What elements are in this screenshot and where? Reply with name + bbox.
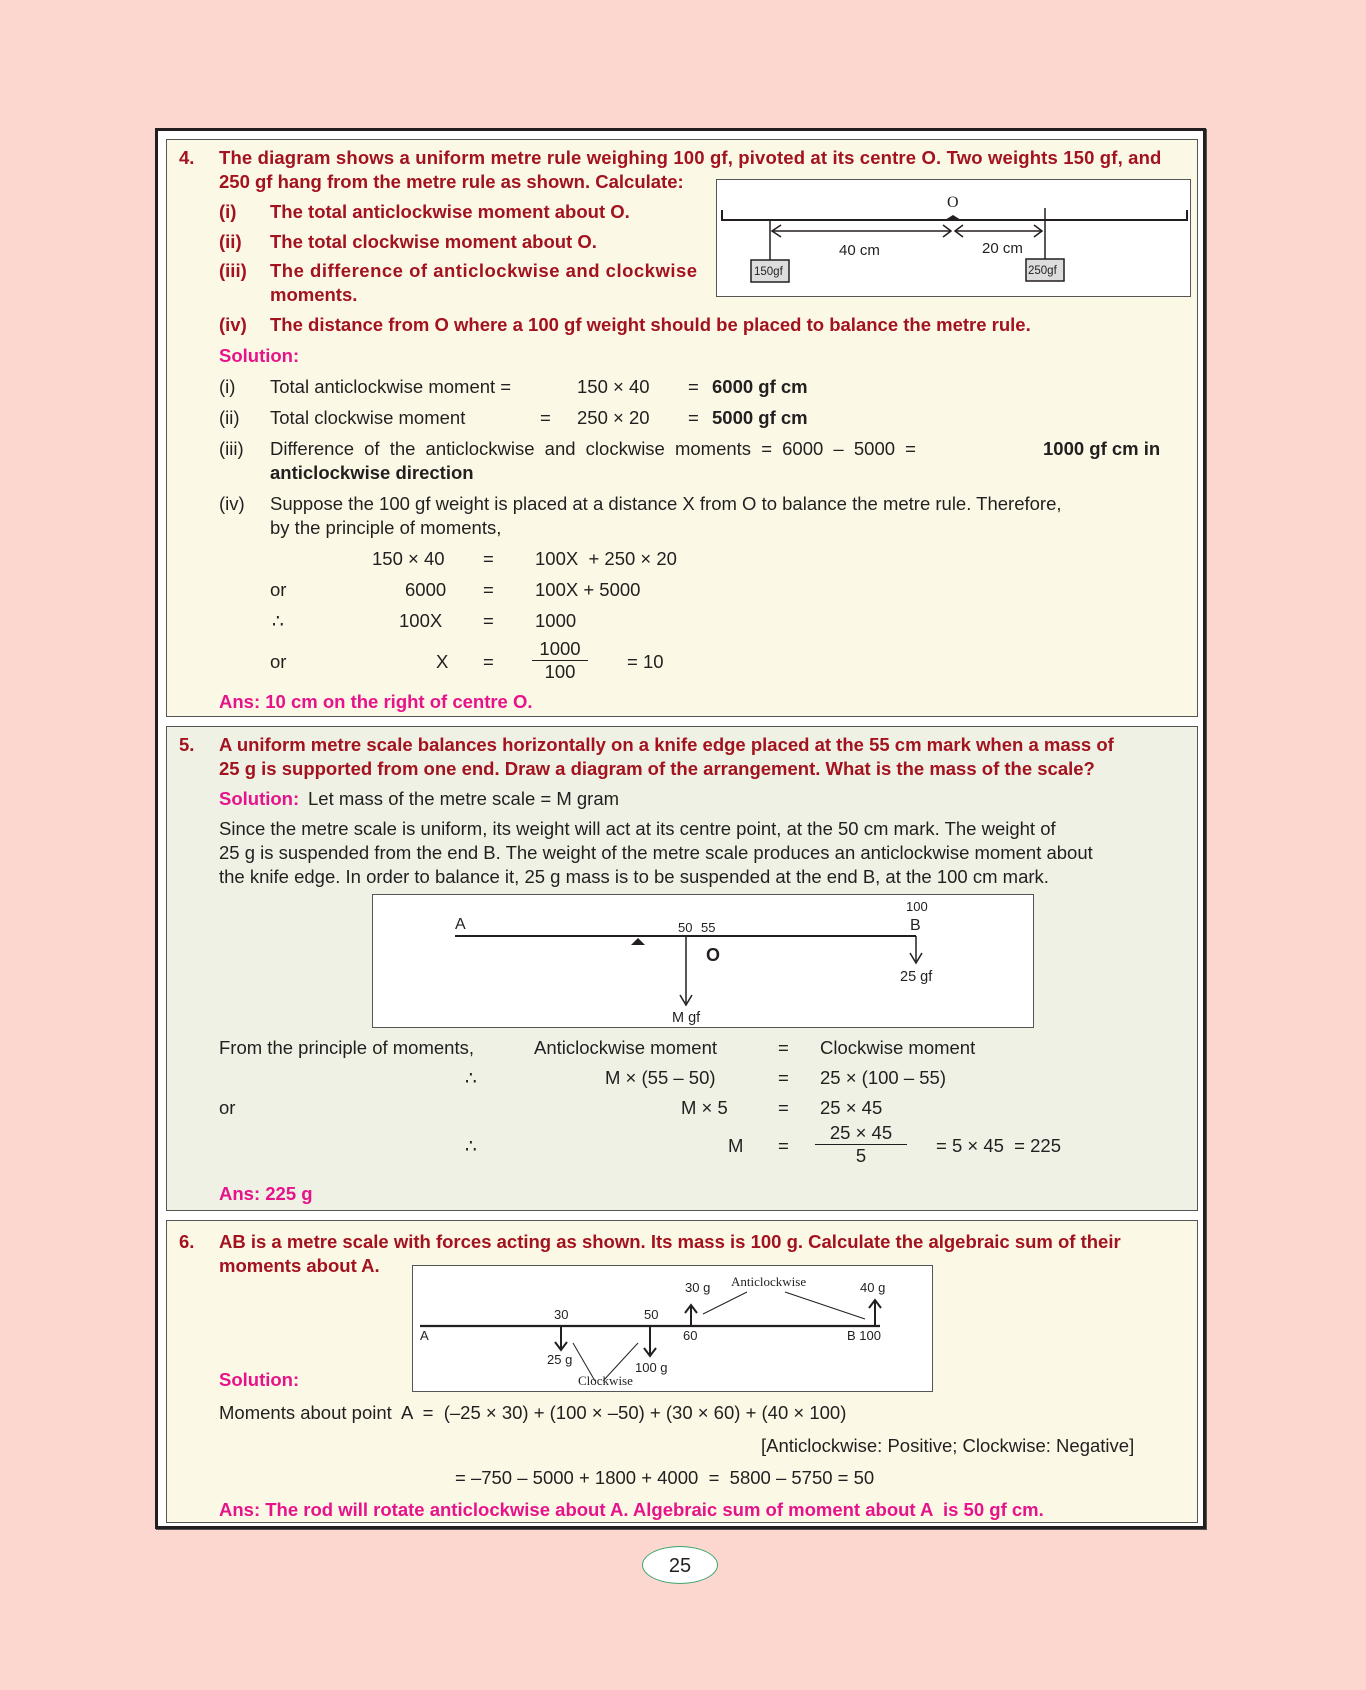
q4-eq-row2-eq: =	[483, 579, 494, 600]
q4-pivot-label: O	[947, 194, 959, 211]
q4-part-iii-text: The difference of anticlockwise and clockwise	[270, 260, 698, 281]
q5-number: 5.	[179, 734, 195, 755]
q4-sol-ii-eq: =	[688, 407, 699, 428]
q5-load-b-label: 25 gf	[900, 969, 933, 985]
page-number: 25	[642, 1546, 718, 1584]
q4-part-i-label: (i)	[219, 201, 237, 222]
q4-text-line1: The diagram shows a uniform metre rule weighing 100 gf, pivoted at its centre O. Two weights 150 gf, and	[219, 147, 1162, 168]
q4-sol-iii-result: 1000 gf cm in	[1043, 438, 1161, 459]
q4-sol-i-eq: =	[688, 376, 699, 397]
q4-eq-row2-pre: or	[270, 579, 287, 600]
q4-part-ii-text: The total clockwise moment about O.	[270, 231, 597, 252]
q4-left-distance: 40 cm	[839, 242, 880, 259]
q6-force-25g: 25 g	[547, 1352, 573, 1367]
q6-end-b-label: B 100	[847, 1328, 881, 1343]
q5-solution-text: Let mass of the metre scale = M gram	[308, 788, 620, 809]
q4-sol-i-calc: 150 × 40	[577, 376, 650, 397]
q4-part-iii-text2: moments.	[270, 284, 358, 305]
q4-sol-ii-result: 5000 gf cm	[712, 407, 808, 428]
q5-eq-r4-pre: ∴	[465, 1135, 477, 1156]
q5-mark-50: 50	[678, 920, 693, 935]
q4-part-i-text: The total anticlockwise moment about O.	[270, 201, 630, 222]
q6-end-a-label: A	[420, 1328, 429, 1343]
q6-sign-convention: [Anticlockwise: Positive; Clockwise: Negative]	[761, 1435, 1135, 1456]
q5-pivot-label: O	[706, 945, 721, 965]
q4-eq-row1-lhs: 150 × 40	[372, 548, 445, 569]
q4-right-weight: 250gf	[1028, 265, 1057, 277]
q6-force-100g: 100 g	[635, 1360, 668, 1375]
q4-solution-label: Solution:	[219, 345, 300, 366]
q5-answer: Ans: 225 g	[219, 1183, 313, 1204]
q5-end-a-label: A	[455, 916, 466, 933]
q5-mark-100: 100	[906, 899, 928, 914]
q4-sol-iii-text: Difference of the anticlockwise and clockwise moments = 6000 – 5000 =	[270, 438, 916, 459]
q5-eq-r3-pre: or	[219, 1097, 236, 1118]
q6-text-line2: moments about A.	[219, 1255, 380, 1276]
q6-forces-diagram	[412, 1265, 933, 1392]
q5-eq-r2-rhs: 25 × (100 – 55)	[820, 1067, 946, 1088]
q4-part-iv-label: (iv)	[219, 314, 247, 335]
q5-fraction-denominator: 5	[855, 1145, 867, 1166]
q6-mark-30: 30	[554, 1307, 569, 1322]
q6-number: 6.	[179, 1231, 195, 1252]
q5-para-line3: the knife edge. In order to balance it, 25 g mass is to be suspended at the end B, at the 100 cm mark.	[219, 866, 1049, 887]
q4-fraction-denominator: 100	[544, 661, 576, 682]
q4-sol-ii-calc: 250 × 20	[577, 407, 650, 428]
q4-sol-i-label: (i)	[219, 376, 236, 397]
q5-eq-r3-rhs: 25 × 45	[820, 1097, 883, 1118]
q4-eq-row3-eq: =	[483, 610, 494, 631]
q4-sol-ii-eq1: =	[540, 407, 551, 428]
q5-load-m-label: M gf	[672, 1010, 701, 1026]
q4-eq-row4-eq: =	[483, 651, 494, 672]
q6-force-30g: 30 g	[685, 1280, 711, 1295]
q4-left-weight: 150gf	[754, 266, 783, 278]
q6-mark-50: 50	[644, 1307, 659, 1322]
metre-scale-drawing	[373, 895, 1035, 1029]
q5-eq-r1-rhs: Clockwise moment	[820, 1037, 976, 1058]
q4-eq-row2-rhs: 100X + 5000	[535, 579, 641, 600]
q4-eq-row1-eq: =	[483, 548, 494, 569]
q5-para-line1: Since the metre scale is uniform, its weight will act at its centre point, at the 50 cm mark. The weight of	[219, 818, 1056, 839]
q5-text-line1: A uniform metre scale balances horizontally on a knife edge placed at the 55 cm mark when a mass of	[219, 734, 1114, 755]
q4-sol-i-result: 6000 gf cm	[712, 376, 808, 397]
q4-eq-row4-tail: = 10	[627, 651, 664, 672]
q5-eq-r4-eq: =	[778, 1135, 789, 1156]
q4-eq-row3-rhs: 1000	[535, 610, 577, 631]
q5-end-b-label: B	[910, 917, 921, 934]
q5-text-line2: 25 g is supported from one end. Draw a diagram of the arrangement. What is the mass of the scale?	[219, 758, 1095, 779]
q4-sol-iv-text2: by the principle of moments,	[270, 517, 502, 538]
q4-eq-row4-pre: or	[270, 651, 287, 672]
q5-metre-scale-diagram	[372, 894, 1034, 1028]
q6-mark-60: 60	[683, 1328, 698, 1343]
q5-fraction	[815, 1122, 907, 1167]
q5-eq-r2-lhs: M × (55 – 50)	[605, 1067, 716, 1088]
q5-eq-r2-pre: ∴	[465, 1067, 477, 1088]
q5-fraction-numerator: 25 × 45	[815, 1122, 907, 1145]
q5-eq-r4-tail: = 5 × 45 = 225	[936, 1135, 1061, 1156]
q6-solution-label: Solution:	[219, 1369, 300, 1390]
q6-calculation: = –750 – 5000 + 1800 + 4000 = 5800 – 5750 = 50	[455, 1467, 875, 1488]
q4-right-distance: 20 cm	[982, 240, 1023, 257]
q5-eq-r1-eq: =	[778, 1037, 789, 1058]
q5-eq-r1-pre: From the principle of moments,	[219, 1037, 474, 1058]
q4-fraction	[532, 638, 588, 683]
q4-part-iii-label: (iii)	[219, 260, 247, 281]
q4-sol-iv-label: (iv)	[219, 493, 245, 514]
q5-eq-r4-lhs: M	[728, 1135, 744, 1156]
q4-metre-rule-diagram	[716, 179, 1191, 297]
q4-sol-ii-label: (ii)	[219, 407, 240, 428]
q5-para-line2: 25 g is suspended from the end B. The weight of the metre scale produces an anticlockwise moment about	[219, 842, 1093, 863]
q4-eq-row4-lhs: X	[436, 651, 449, 672]
q4-eq-row3-pre: ∴	[272, 610, 284, 631]
q5-eq-r1-lhs: Anticlockwise moment	[534, 1037, 718, 1058]
q6-answer: Ans: The rod will rotate anticlockwise about A. Algebraic sum of moment about A is 50 gf cm.	[219, 1499, 1044, 1520]
q6-text-line1: AB is a metre scale with forces acting as shown. Its mass is 100 g. Calculate the algebraic sum of their	[219, 1231, 1121, 1252]
q4-part-ii-label: (ii)	[219, 231, 242, 252]
q4-sol-iii-result2: anticlockwise direction	[270, 462, 474, 483]
q4-sol-i-text: Total anticlockwise moment =	[270, 376, 512, 397]
q6-moments-expression: Moments about point A = (–25 × 30) + (100 × –50) + (30 × 60) + (40 × 100)	[219, 1402, 847, 1423]
q4-sol-iii-label: (iii)	[219, 438, 244, 459]
q4-sol-iv-text1: Suppose the 100 gf weight is placed at a distance X from O to balance the metre rule. Therefore,	[270, 493, 1062, 514]
q4-part-iv-text: The distance from O where a 100 gf weight should be placed to balance the metre rule.	[270, 314, 1031, 335]
q4-sol-ii-text: Total clockwise moment	[270, 407, 466, 428]
q5-mark-55: 55	[701, 920, 716, 935]
q6-clockwise-label: Clockwise	[578, 1373, 633, 1388]
q4-text-line2: 250 gf hang from the metre rule as shown. Calculate:	[219, 171, 684, 192]
q4-answer: Ans: 10 cm on the right of centre O.	[219, 691, 533, 712]
q6-anticlockwise-label: Anticlockwise	[731, 1274, 807, 1289]
q5-eq-r3-eq: =	[778, 1097, 789, 1118]
q5-eq-r3-lhs: M × 5	[681, 1097, 728, 1118]
q4-fraction-numerator: 1000	[532, 638, 588, 661]
q4-eq-row1-rhs: 100X + 250 × 20	[535, 548, 677, 569]
q5-solution-label: Solution:	[219, 788, 300, 809]
q6-force-40g: 40 g	[860, 1280, 886, 1295]
q4-eq-row3-lhs: 100X	[399, 610, 443, 631]
q4-number: 4.	[179, 147, 195, 168]
q4-eq-row2-lhs: 6000	[405, 579, 447, 600]
q5-eq-r2-eq: =	[778, 1067, 789, 1088]
